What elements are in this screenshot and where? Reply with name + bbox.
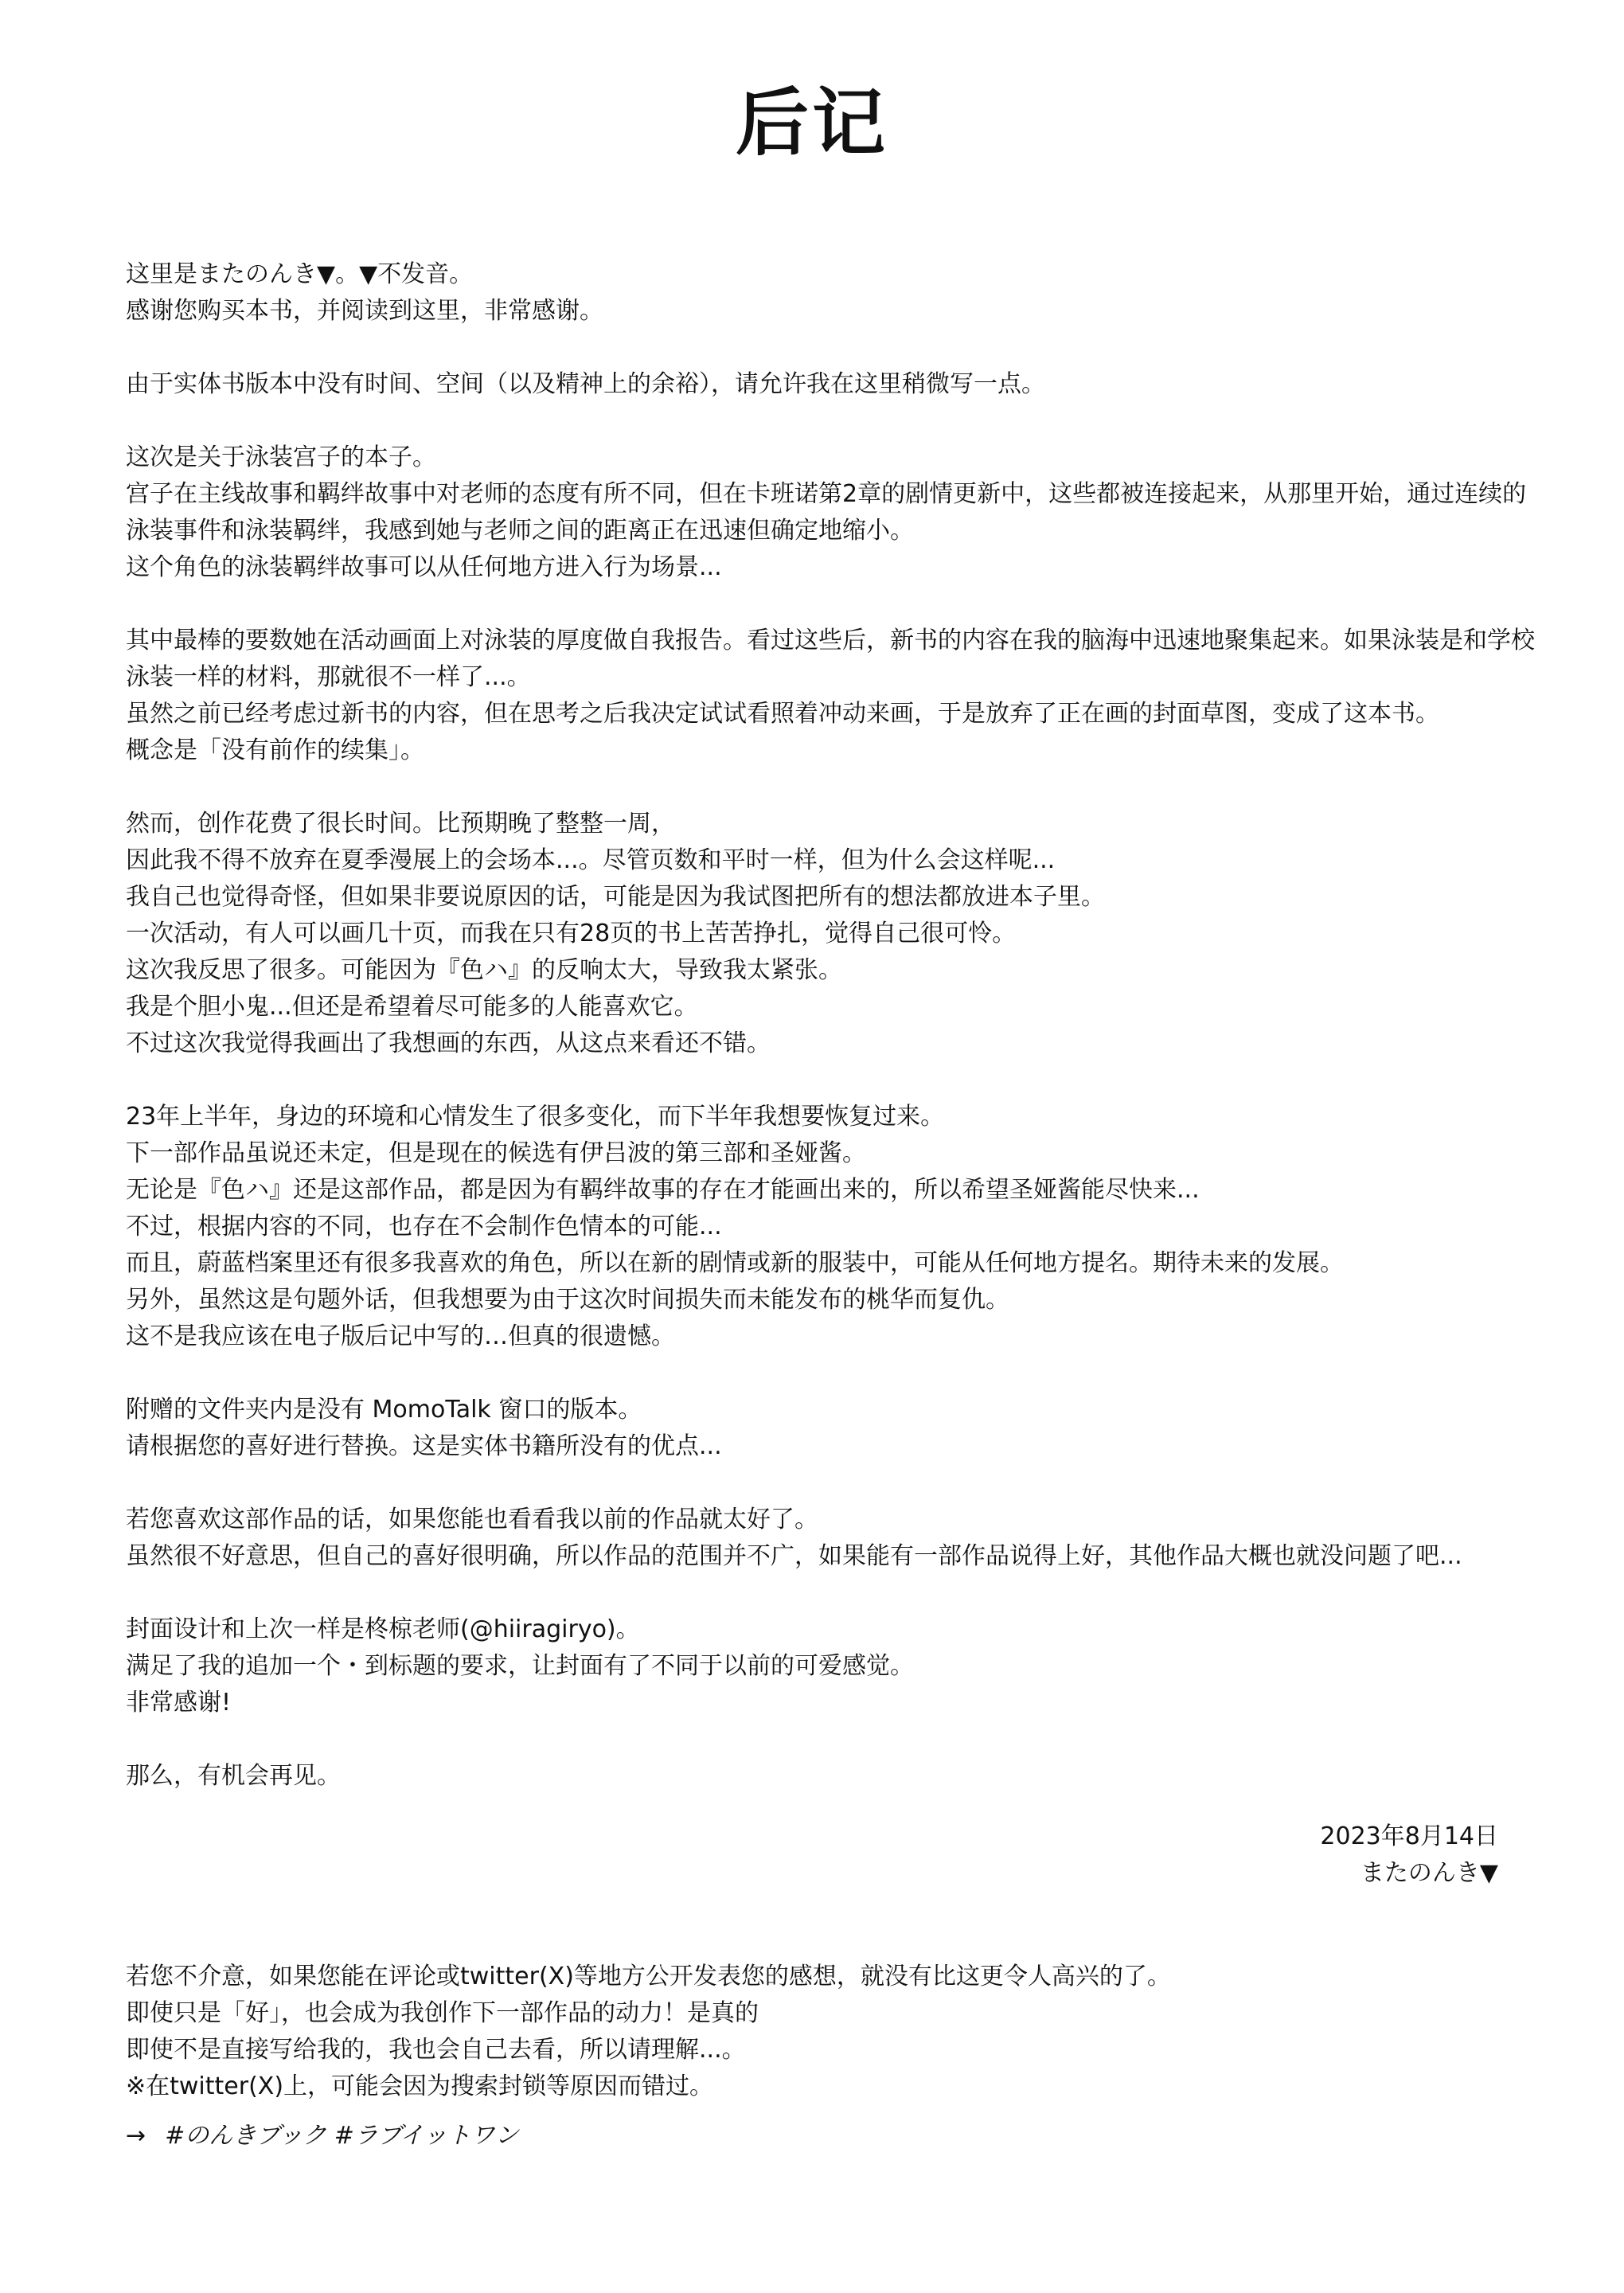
signature-date: 2023年8月14日 [1320, 1822, 1498, 1850]
text-line: 感谢您购买本书，并阅读到这里，非常感谢。 [126, 297, 603, 325]
text-line: 下一部作品虽说还未定，但是现在的候选有伊吕波的第三部和圣娅酱。 [126, 1139, 866, 1167]
text-line: 一次活动，有人可以画几十页，而我在只有28页的书上苦苦挣扎，觉得自己很可怜。 [126, 920, 1017, 947]
paragraph-credits [126, 1611, 1535, 1721]
text-line: 无论是『色ハ』还是这部作品，都是因为有羁绊故事的存在才能画出来的，所以希望圣娅酱能尽快来... [126, 1176, 1200, 1204]
paragraph-closing [126, 1758, 1535, 1795]
text-line: 由于实体书版本中没有时间、空间（以及精神上的余裕），请允许我在这里稍微写一点。 [126, 370, 1045, 398]
afterword-body [126, 256, 1535, 1831]
footer-line: ※在twitter(X)上，可能会因为搜索封锁等原因而错过。 [126, 2072, 714, 2100]
paragraph-greeting [126, 256, 1535, 330]
text-line: 不过，根据内容的不同，也存在不会制作色情本的可能... [126, 1213, 722, 1240]
text-line: 宫子在主线故事和羁绊故事中对老师的态度有所不同，但在卡班诺第2章的剧情更新中，这些都被连接起来，从那里开始，通过连续的泳装事件和泳装羁绊，我感到她与老师之间的距离正在迅速但确定地缩小。 [126, 480, 1527, 545]
text-line: 我自己也觉得奇怪，但如果非要说原因的话，可能是因为我试图把所有的想法都放进本子里。 [126, 883, 1105, 911]
text-line: 虽然之前已经考虑过新书的内容，但在思考之后我决定试试看照着冲动来画，于是放弃了正在画的封面草图，变成了这本书。 [126, 700, 1439, 728]
text-line: 这次是关于泳装宫子的本子。 [126, 443, 436, 471]
text-line: 附赠的文件夹内是没有 MomoTalk 窗口的版本。 [126, 1396, 642, 1424]
text-line: 虽然很不好意思，但自己的喜好很明确，所以作品的范围并不广，如果能有一部作品说得上好，其他作品大概也就没问题了吧... [126, 1542, 1462, 1570]
hashtag-text: #のんきブック #ラブイットワン [165, 2122, 519, 2150]
text-line: 请根据您的喜好进行替换。这是实体书籍所没有的优点... [126, 1432, 722, 1460]
text-line: 非常感谢! [126, 1689, 232, 1717]
paragraph-bonus [126, 1392, 1535, 1465]
footer-line: 即使只是「好」，也会成为我创作下一部作品的动力！是真的 [126, 1999, 759, 2027]
paragraph-previous-works [126, 1502, 1535, 1575]
text-line: 若您喜欢这部作品的话，如果您能也看看我以前的作品就太好了。 [126, 1506, 818, 1533]
text-line: 封面设计和上次一样是柊椋老师(@hiiragiryo)。 [126, 1615, 640, 1643]
paragraph-topic [126, 439, 1535, 586]
text-line: 而且，蔚蓝档案里还有很多我喜欢的角色，所以在新的剧情或新的服装中，可能从任何地方提名。期待未来的发展。 [126, 1249, 1344, 1277]
signature-author: またのんき▼ [1360, 1859, 1498, 1887]
text-line: 满足了我的追加一个・到标题的要求，让封面有了不同于以前的可爱感觉。 [126, 1652, 914, 1680]
paragraph-future [126, 1099, 1535, 1355]
text-line: 这里是またのんき▼。▼不发音。 [126, 260, 474, 288]
text-line: 这个角色的泳装羁绊故事可以从任何地方进入行为场景... [126, 553, 722, 581]
hashtags [126, 2118, 519, 2154]
text-line: 这不是我应该在电子版后记中写的…但真的很遗憾。 [126, 1322, 675, 1350]
text-line: 另外，虽然这是句题外话，但我想要为由于这次时间损失而未能发布的桃华而复仇。 [126, 1286, 1009, 1314]
arrow-icon: → [126, 2122, 146, 2150]
text-line: 23年上半年，身边的环境和心情发生了很多变化，而下半年我想要恢复过来。 [126, 1103, 945, 1131]
footer-line: 若您不介意，如果您能在评论或twitter(X)等地方公开发表您的感想，就没有比这更令人高兴的了。 [126, 1963, 1171, 1990]
text-line: 因此我不得不放弃在夏季漫展上的会场本...。尽管页数和平时一样，但为什么会这样呢... [126, 846, 1056, 874]
text-line: 其中最棒的要数她在活动画面上对泳装的厚度做自我报告。看过这些后，新书的内容在我的脑海中迅速地聚集起来。如果泳装是和学校泳装一样的材料，那就很不一样了...。 [126, 627, 1535, 691]
paragraph-production [126, 806, 1535, 1062]
text-line: 然而，创作花费了很长时间。比预期晚了整整一周， [126, 810, 675, 838]
text-line: 我是个胆小鬼...但还是希望着尽可能多的人能喜欢它。 [126, 993, 698, 1021]
paragraph-inspiration [126, 623, 1535, 769]
text-line: 那么，有机会再见。 [126, 1762, 341, 1790]
text-line: 这次我反思了很多。可能因为『色ハ』的反响太大，导致我太紧张。 [126, 956, 842, 984]
paragraph-intro [126, 366, 1535, 403]
signature-block [1320, 1818, 1498, 1892]
text-line: 概念是「没有前作的续集」。 [126, 736, 424, 764]
text-line: 不过这次我觉得我画出了我想画的东西，从这点来看还不错。 [126, 1029, 771, 1057]
footer-note [126, 1959, 1535, 2105]
page-title: 后记 [735, 80, 888, 166]
footer-line: 即使不是直接写给我的，我也会自己去看，所以请理解...。 [126, 2036, 746, 2064]
